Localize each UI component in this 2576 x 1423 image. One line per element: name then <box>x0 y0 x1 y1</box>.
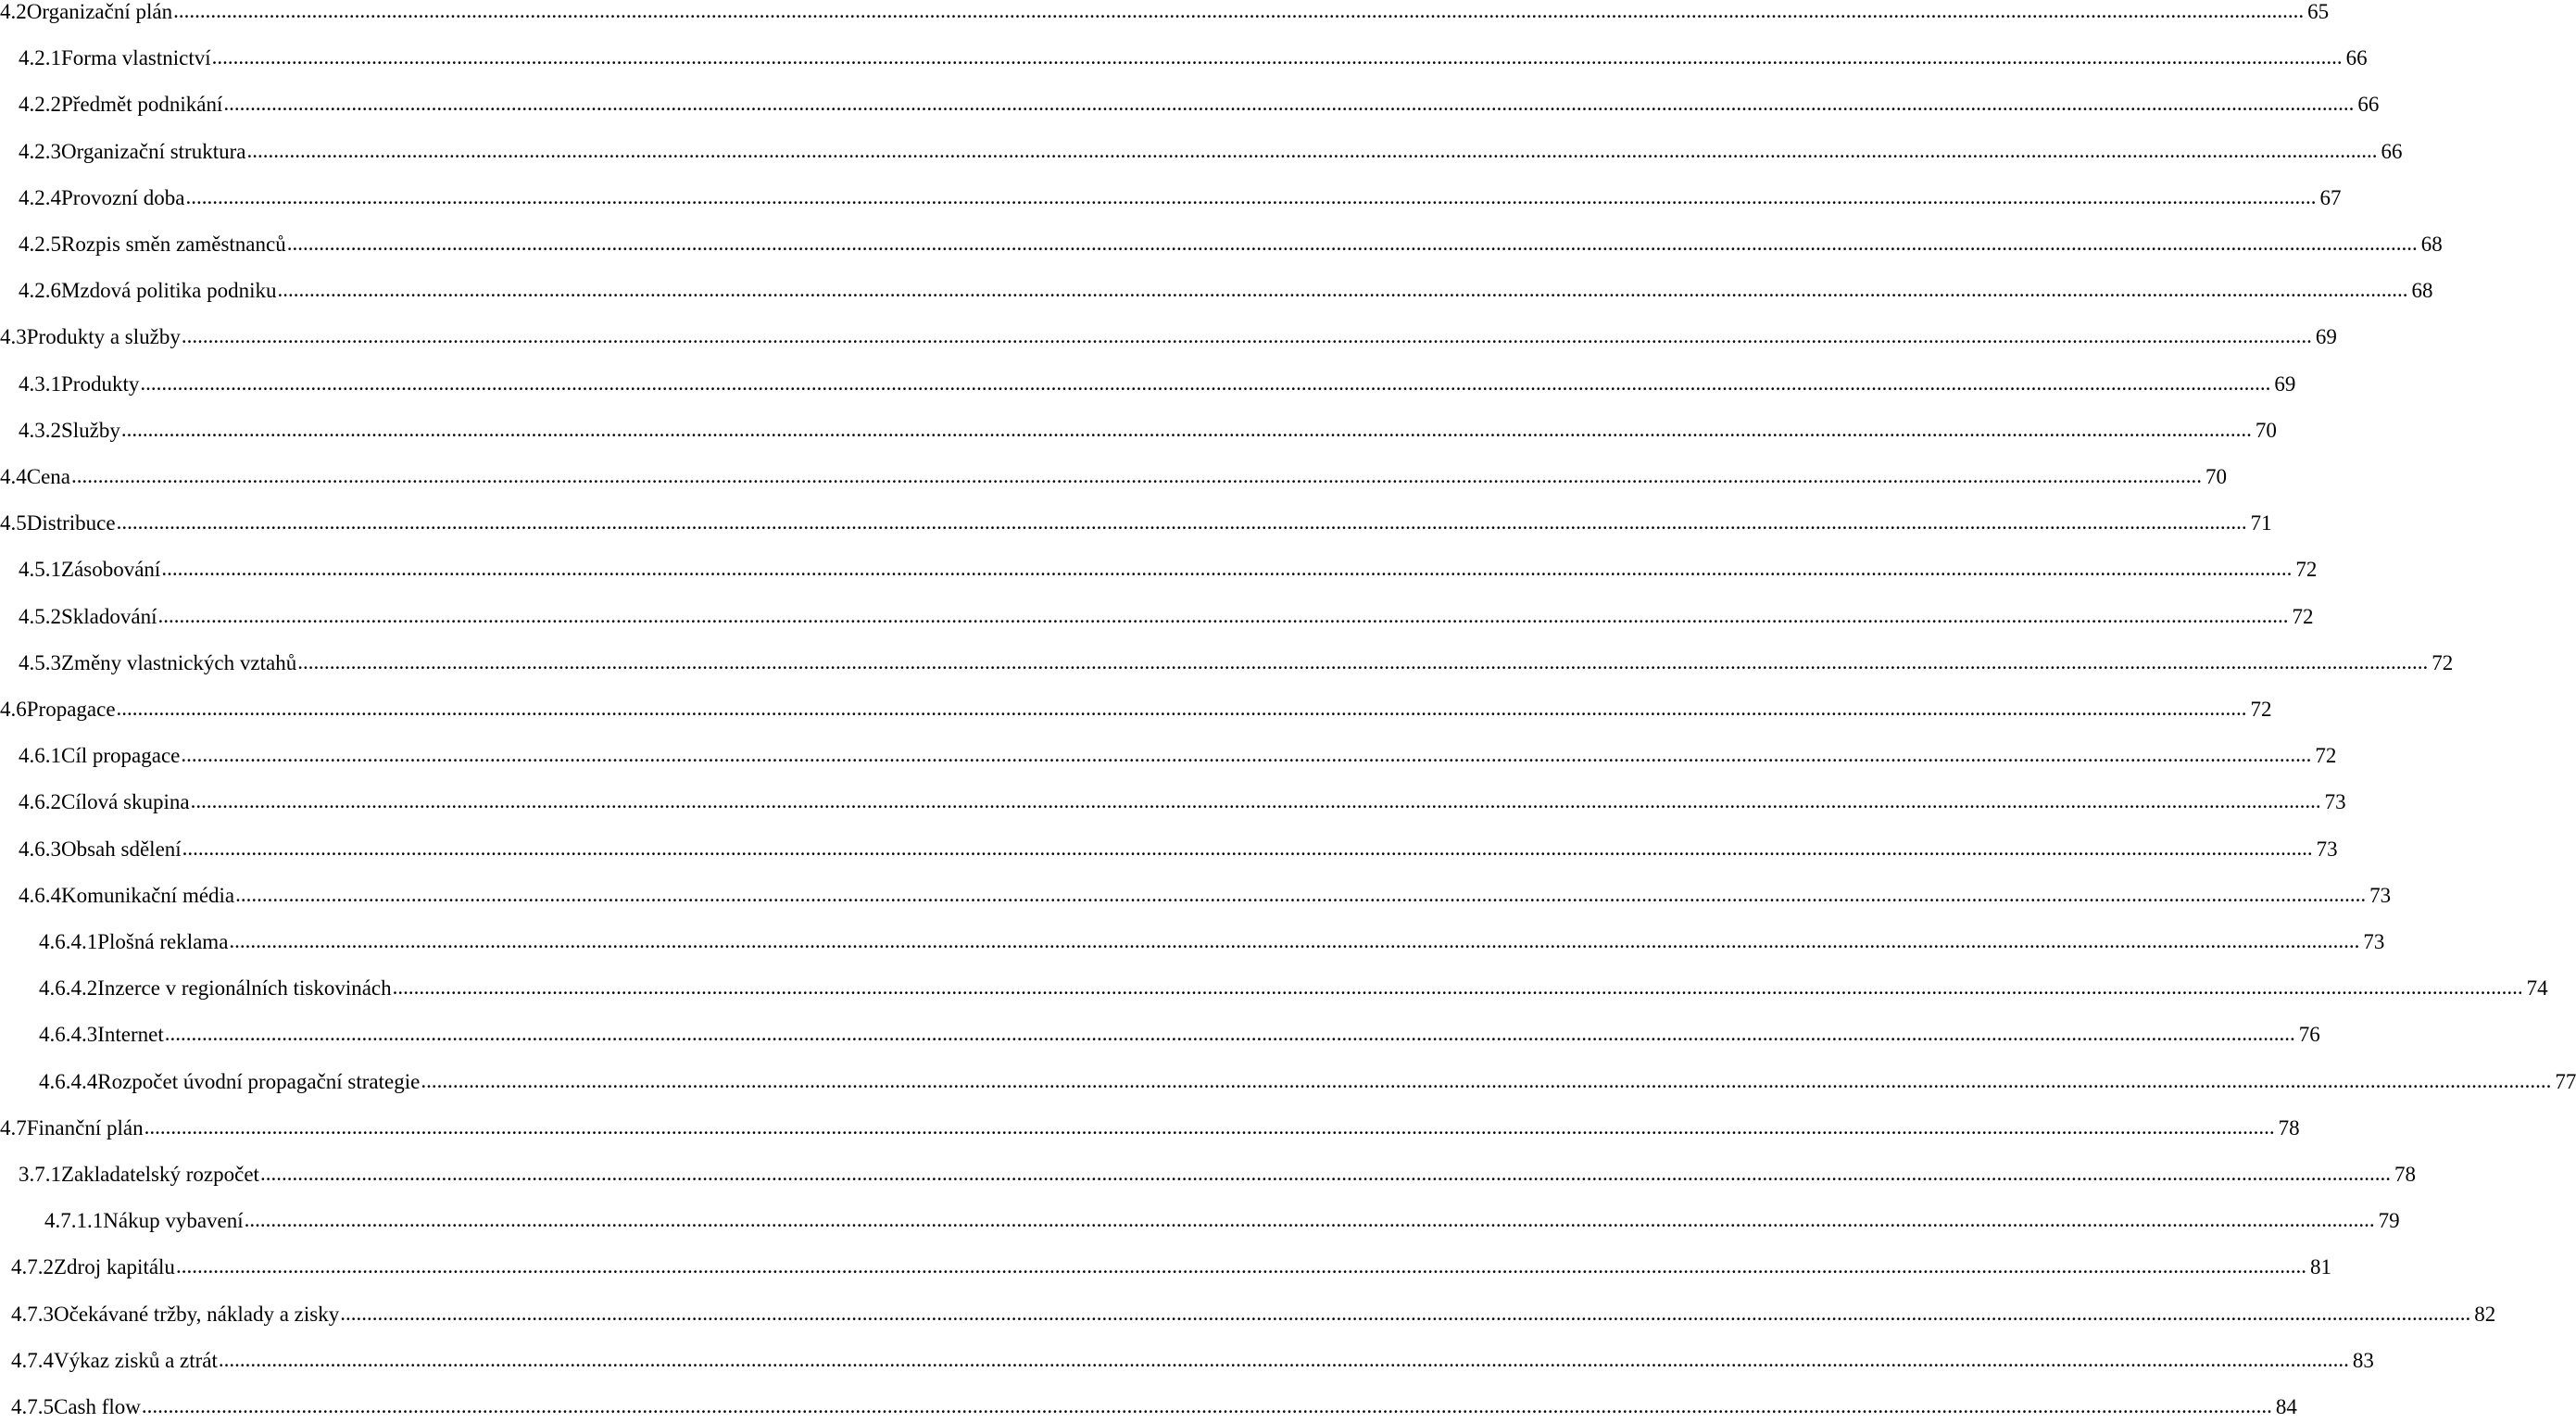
toc-row <box>0 926 2385 958</box>
toc-row <box>0 1159 2416 1190</box>
toc-entry-number: 4.6.2 <box>19 790 61 814</box>
toc-row <box>0 1345 2374 1377</box>
dot-leader: ................................................................................................................................................................................................................................................................................................................................................................................................................ <box>120 417 2252 441</box>
toc-entry[interactable] <box>0 1113 2300 1144</box>
dot-leader: ................................................................................................................................................................................................................................................................................................................................................................................................................ <box>235 882 2367 906</box>
toc-entry[interactable] <box>19 787 2346 818</box>
toc-row <box>0 1392 2297 1423</box>
toc-row <box>0 136 2403 168</box>
toc-entry-title: Služby <box>61 418 120 442</box>
toc-entry-title: Zásobování <box>61 558 161 582</box>
toc-row <box>0 229 2443 260</box>
toc-entry-title: Mzdová politika podniku <box>61 279 277 303</box>
dot-leader: ................................................................................................................................................................................................................................................................................................................................................................................................................ <box>164 1022 2295 1046</box>
toc-entry-title: Cena <box>26 465 71 488</box>
toc-entry-number: 4.7.2 <box>11 1255 54 1279</box>
toc-entry-page-number: 66 <box>2357 93 2380 117</box>
toc-row <box>0 648 2454 679</box>
dot-leader: ................................................................................................................................................................................................................................................................................................................................................................................................................ <box>116 510 2247 535</box>
toc-entry-page-number: 72 <box>2295 558 2318 582</box>
toc-entry-page-number: 67 <box>2319 185 2342 209</box>
toc-entry-title: Inzerce v regionálních tiskovinách <box>97 976 392 1001</box>
toc-entry-number: 4.7.5 <box>11 1395 54 1418</box>
toc-entry-number: 4.7 <box>0 1115 27 1140</box>
toc-row <box>0 183 2342 214</box>
toc-entry[interactable] <box>0 461 2228 493</box>
toc-entry-page-number: 65 <box>2307 0 2330 23</box>
toc-entry-page-number: 74 <box>2526 976 2548 1001</box>
toc-entry-page-number: 73 <box>2324 790 2346 814</box>
toc-row <box>0 1252 2331 1283</box>
dot-leader: ................................................................................................................................................................................................................................................................................................................................................................................................................ <box>141 1394 2272 1417</box>
toc-entry[interactable] <box>0 694 2272 725</box>
dot-leader: ................................................................................................................................................................................................................................................................................................................................................................................................................ <box>297 649 2429 674</box>
toc-row <box>0 369 2296 400</box>
toc-entry-title: Finanční plán <box>26 1115 144 1140</box>
toc-entry-title: Nákup vybavení <box>103 1209 244 1233</box>
toc-entry-number: 4.4 <box>0 465 27 488</box>
toc-entry-page-number: 84 <box>2275 1395 2297 1418</box>
toc-entry-page-number: 72 <box>2292 604 2314 628</box>
toc-row <box>0 275 2433 307</box>
toc-entry[interactable] <box>19 183 2342 214</box>
toc-entry-number: 4.2.4 <box>19 185 61 209</box>
toc-row <box>0 321 2337 353</box>
toc-entry-number: 4.3 <box>0 325 27 349</box>
toc-entry[interactable] <box>19 229 2443 260</box>
toc-entry-number: 4.5 <box>0 511 27 535</box>
dot-leader: ................................................................................................................................................................................................................................................................................................................................................................................................................ <box>116 697 2247 720</box>
toc-entry[interactable] <box>19 415 2277 447</box>
toc-entry[interactable] <box>39 926 2385 958</box>
dot-leader: ................................................................................................................................................................................................................................................................................................................................................................................................................ <box>244 1208 2375 1232</box>
toc-entry-title: Rozpis směn zaměstnanců <box>61 233 286 256</box>
toc-row <box>0 1113 2300 1144</box>
toc-row <box>0 554 2318 586</box>
toc-entry-number: 4.5.3 <box>19 650 61 674</box>
toc-entry-title: Plošná reklama <box>97 930 229 953</box>
dot-leader: ................................................................................................................................................................................................................................................................................................................................................................................................................ <box>185 184 2317 208</box>
toc-entry-title: Rozpočet úvodní propagační strategie <box>97 1069 421 1093</box>
toc-entry-page-number: 78 <box>2394 1163 2416 1186</box>
toc-entry[interactable] <box>19 369 2296 400</box>
toc-entry-title: Zdroj kapitálu <box>54 1255 175 1279</box>
toc-entry-page-number: 68 <box>2420 233 2443 256</box>
dot-leader: ................................................................................................................................................................................................................................................................................................................................................................................................................ <box>259 1162 2391 1185</box>
toc-entry-page-number: 72 <box>2250 698 2272 721</box>
toc-entry-title: Distribuce <box>26 511 116 535</box>
toc-entry-page-number: 69 <box>2315 325 2337 349</box>
toc-entry-title: Propagace <box>26 698 116 721</box>
toc-entry-title: Forma vlastnictví <box>61 46 211 70</box>
dot-leader: ................................................................................................................................................................................................................................................................................................................................................................................................................ <box>144 1114 2275 1139</box>
toc-row <box>0 694 2272 725</box>
toc-entry-number: 4.2.2 <box>19 93 61 117</box>
toc-entry-number: 4.7.3 <box>11 1302 54 1326</box>
toc-row <box>0 89 2380 120</box>
dot-leader: ................................................................................................................................................................................................................................................................................................................................................................................................................ <box>190 789 2321 813</box>
toc-entry[interactable] <box>0 508 2272 539</box>
toc-entry[interactable] <box>19 43 2368 74</box>
dot-leader: ................................................................................................................................................................................................................................................................................................................................................................................................................ <box>246 138 2378 162</box>
toc-entry-number: 4.3.2 <box>19 418 61 442</box>
toc-row <box>0 787 2346 818</box>
toc-entry-page-number: 82 <box>2474 1302 2496 1326</box>
toc-entry-title: Organizační struktura <box>61 139 246 163</box>
toc-entry-page-number: 73 <box>2363 930 2385 953</box>
toc-entry-number: 4.3.1 <box>19 371 61 396</box>
toc-row <box>0 601 2314 633</box>
toc-entry[interactable] <box>0 321 2337 353</box>
toc-row <box>0 834 2338 865</box>
toc-entry[interactable] <box>44 1205 2400 1237</box>
toc-entry-number: 4.2.1 <box>19 46 61 70</box>
toc-entry-number: 4.2.3 <box>19 139 61 163</box>
toc-entry-page-number: 69 <box>2274 371 2296 396</box>
toc-entry[interactable] <box>0 0 2330 28</box>
toc-entry-title: Organizační plán <box>26 0 173 23</box>
toc-entry-number: 4.6.4.3 <box>39 1023 98 1047</box>
toc-entry[interactable] <box>39 973 2548 1004</box>
dot-leader: ................................................................................................................................................................................................................................................................................................................................................................................................................ <box>71 464 2203 487</box>
dot-leader: ................................................................................................................................................................................................................................................................................................................................................................................................................ <box>157 603 2289 627</box>
toc-entry-number: 3.7.1 <box>19 1163 61 1186</box>
toc-entry-page-number: 73 <box>2316 837 2338 861</box>
toc-entry-number: 4.6.1 <box>19 744 61 768</box>
toc-entry-page-number: 81 <box>2309 1255 2331 1279</box>
toc-entry[interactable] <box>19 648 2454 679</box>
dot-leader: ................................................................................................................................................................................................................................................................................................................................................................................................................ <box>223 92 2355 116</box>
dot-leader: ................................................................................................................................................................................................................................................................................................................................................................................................................ <box>286 232 2418 255</box>
toc-entry-number: 4.6.4.4 <box>39 1069 98 1093</box>
toc-entry[interactable] <box>19 275 2433 307</box>
toc-entry-number: 4.6.4.1 <box>39 930 98 953</box>
toc-entry-page-number: 66 <box>2381 139 2403 163</box>
toc-entry-title: Předmět podnikání <box>61 93 223 117</box>
toc-row <box>0 461 2228 493</box>
toc-entry[interactable] <box>11 1252 2331 1283</box>
dot-leader: ................................................................................................................................................................................................................................................................................................................................................................................................................ <box>421 1068 2552 1092</box>
dot-leader: ................................................................................................................................................................................................................................................................................................................................................................................................................ <box>392 976 2523 1000</box>
toc-entry-number: 4.2 <box>0 0 27 23</box>
dot-leader: ................................................................................................................................................................................................................................................................................................................................................................................................................ <box>211 45 2343 69</box>
toc-entry-number: 4.2.5 <box>19 233 61 256</box>
toc-entry-page-number: 76 <box>2298 1023 2320 1047</box>
toc-entry-page-number: 72 <box>2315 744 2337 768</box>
toc-entry-title: Komunikační média <box>61 883 235 907</box>
toc-entry[interactable] <box>19 89 2380 120</box>
toc-entry[interactable] <box>39 1066 2576 1098</box>
toc-row <box>0 973 2548 1004</box>
toc-entry-title: Skladování <box>61 604 157 628</box>
toc-entry[interactable] <box>11 1345 2374 1377</box>
dot-leader: ................................................................................................................................................................................................................................................................................................................................................................................................................ <box>161 557 2293 581</box>
dot-leader: ................................................................................................................................................................................................................................................................................................................................................................................................................ <box>218 1347 2349 1371</box>
toc-entry[interactable] <box>19 1159 2416 1190</box>
toc-entry-page-number: 70 <box>2255 418 2277 442</box>
dot-leader: ................................................................................................................................................................................................................................................................................................................................................................................................................ <box>340 1301 2471 1325</box>
dot-leader: ................................................................................................................................................................................................................................................................................................................................................................................................................ <box>229 929 2360 952</box>
toc-row <box>0 1205 2400 1237</box>
dot-leader: ................................................................................................................................................................................................................................................................................................................................................................................................................ <box>140 371 2271 395</box>
toc-entry[interactable] <box>19 740 2337 772</box>
toc-row <box>0 508 2272 539</box>
toc-entry[interactable] <box>19 136 2403 168</box>
toc-entry-title: Zakladatelský rozpočet <box>61 1163 259 1186</box>
toc-entry-title: Provozní doba <box>61 185 185 209</box>
toc-entry-title: Cash flow <box>54 1395 141 1418</box>
toc-entry-title: Výkaz zisků a ztrát <box>54 1348 218 1372</box>
toc-entry-number: 4.5.2 <box>19 604 61 628</box>
toc-entry-page-number: 79 <box>2378 1209 2400 1233</box>
toc-entry-title: Obsah sdělení <box>61 837 182 861</box>
toc-entry-title: Produkty a služby <box>26 325 181 349</box>
toc-entry-number: 4.5.1 <box>19 558 61 582</box>
dot-leader: ................................................................................................................................................................................................................................................................................................................................................................................................................ <box>173 0 2305 22</box>
toc-entry-page-number: 71 <box>2250 511 2272 535</box>
toc-row <box>0 0 2330 28</box>
toc-entry-number: 4.2.6 <box>19 279 61 303</box>
dot-leader: ................................................................................................................................................................................................................................................................................................................................................................................................................ <box>175 1254 2306 1278</box>
dot-leader: ................................................................................................................................................................................................................................................................................................................................................................................................................ <box>182 836 2313 860</box>
toc-entry-page-number: 70 <box>2205 465 2228 488</box>
toc-entry[interactable] <box>11 1392 2297 1423</box>
toc-entry-page-number: 83 <box>2352 1348 2374 1372</box>
toc-entry[interactable] <box>19 554 2318 586</box>
toc-row <box>0 1066 2576 1098</box>
toc-entry-page-number: 73 <box>2369 883 2392 907</box>
toc-row <box>0 1019 2320 1051</box>
toc-entry-title: Internet <box>97 1023 164 1047</box>
toc-entry-page-number: 66 <box>2345 46 2368 70</box>
toc-entry-title: Produkty <box>61 371 140 396</box>
toc-entry-page-number: 68 <box>2411 279 2433 303</box>
toc-entry-title: Cílová skupina <box>61 790 190 814</box>
toc-row <box>0 415 2277 447</box>
toc-entry-number: 4.6.4.2 <box>39 976 98 1001</box>
toc-entry[interactable] <box>19 880 2392 912</box>
toc-row <box>0 740 2337 772</box>
dot-leader: ................................................................................................................................................................................................................................................................................................................................................................................................................ <box>181 743 2312 767</box>
toc-entry[interactable] <box>19 601 2314 633</box>
toc-row <box>0 1299 2496 1330</box>
toc-entry[interactable] <box>39 1019 2320 1051</box>
toc-entry-number: 4.6.3 <box>19 837 61 861</box>
toc-entry-title: Očekávané tržby, náklady a zisky <box>54 1302 340 1326</box>
toc-entry-page-number: 77 <box>2555 1069 2576 1093</box>
toc-entry-number: 4.7.1.1 <box>44 1209 104 1233</box>
toc-entry[interactable] <box>19 834 2338 865</box>
toc-entry-page-number: 72 <box>2431 650 2454 674</box>
dot-leader: ................................................................................................................................................................................................................................................................................................................................................................................................................ <box>277 278 2408 302</box>
toc-entry-number: 4.7.4 <box>11 1348 54 1372</box>
toc-entry-title: Cíl propagace <box>61 744 181 768</box>
toc-entry-page-number: 78 <box>2278 1115 2300 1140</box>
toc-entry-number: 4.6.4 <box>19 883 61 907</box>
toc-entry[interactable] <box>11 1299 2496 1330</box>
toc-entry-number: 4.6 <box>0 698 27 721</box>
toc-row <box>0 880 2392 912</box>
toc-entry-title: Změny vlastnických vztahů <box>61 650 297 674</box>
dot-leader: ................................................................................................................................................................................................................................................................................................................................................................................................................ <box>181 324 2312 348</box>
toc-row <box>0 43 2368 74</box>
